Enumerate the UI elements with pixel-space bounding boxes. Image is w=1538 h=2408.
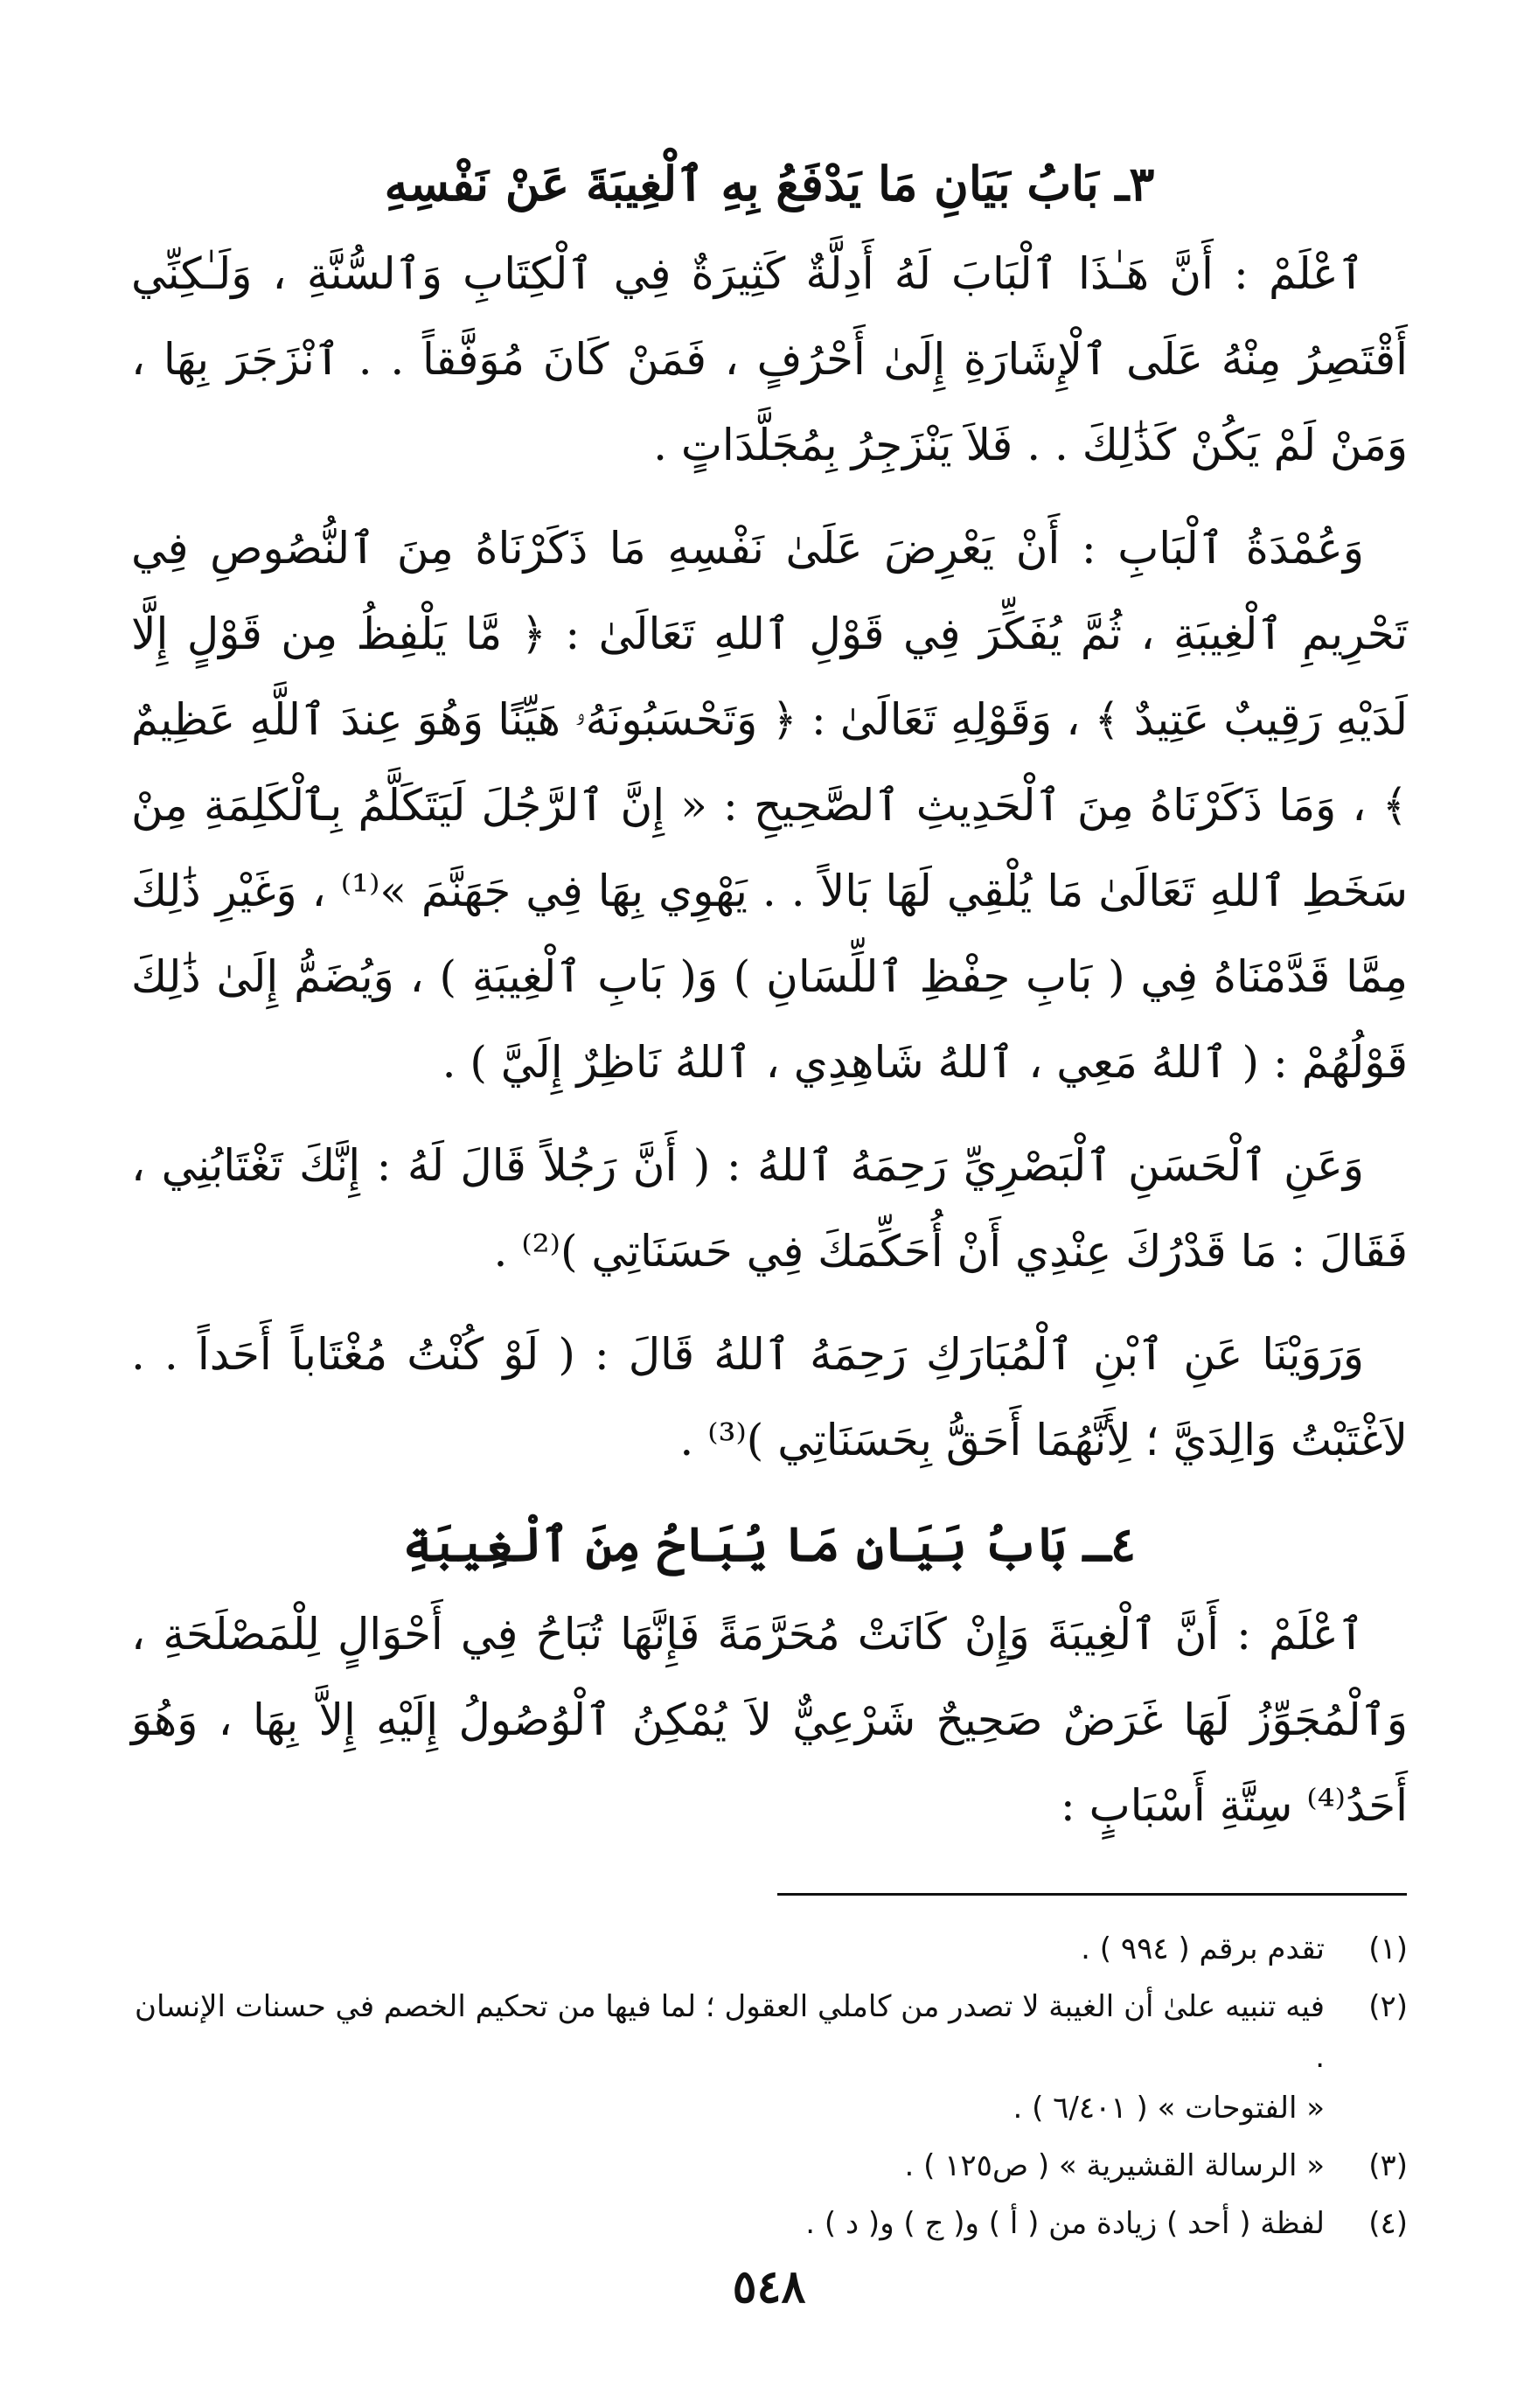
page-number: ٥٤٨ (732, 2260, 806, 2314)
footnote-1 (131, 1924, 1408, 1974)
footnote-4 (131, 2198, 1408, 2249)
footnote-line: « الرسالة القشيرية » ( ص١٢٥ ) . (904, 2148, 1325, 2183)
section-3-paragraph-3 (131, 1123, 1408, 1294)
footnote-line: « الفتوحات » ( ٦/٤٠١ ) . (1013, 2091, 1325, 2126)
paragraph-text: وَرَوَيْنَا عَنِ ٱبْنِ ٱلْمُبَارَكِ رَحِمَهُ ٱللهُ قَالَ : ( لَوْ كُنْتُ مُغْتَاباً أَحَداً . . لاَغْتَبْتُ وَالِدَيَّ ؛ لِأَنَّهُمَا أَحَقُّ بِحَسَنَاتِي )⁽³⁾ . (131, 1329, 1408, 1465)
footnote-2 (131, 1981, 1408, 2133)
footnote-text (131, 1981, 1325, 2133)
footnote-number: (٢) (1368, 1989, 1408, 2024)
footnote-3 (131, 2140, 1408, 2191)
section-4-paragraph-1 (131, 1591, 1408, 1848)
section-4-title: ٤ـ بَابُ بَيَانِ مَا يُبَاحُ مِنَ ٱلْغِيبَةِ (403, 1516, 1136, 1572)
footnote-line: لفظة ( أحد ) زيادة من ( أ ) و( ج ) و( د ) . (805, 2206, 1325, 2241)
footnote-number: (٣) (1368, 2148, 1408, 2183)
footnote-text (131, 1924, 1325, 1974)
footnotes (131, 1924, 1408, 2256)
paragraph-text: وَعُمْدَةُ ٱلْبَابِ : أَنْ يَعْرِضَ عَلَىٰ نَفْسِهِ مَا ذَكَرْنَاهُ مِنَ ٱلنُّصُوصِ فِي تَحْرِيمِ ٱلْغِيبَةِ ، ثُمَّ يُفَكِّرَ فِي قَوْلِ ٱللهِ تَعَالَىٰ : ﴿ مَّا يَلْفِظُ مِن قَوْلٍ إِلَّا لَدَيْهِ رَقِيبٌ عَتِيدٌ ﴾ ، وَقَوْلِهِ تَعَالَىٰ : ﴿ وَتَحْسَبُونَهُۥ هَيِّنًا وَهُوَ عِندَ ٱللَّهِ عَظِيمٌ ﴾ ، وَمَا ذَكَرْنَاهُ مِنَ ٱلْحَدِيثِ ٱلصَّحِيحِ : « إِنَّ ٱلرَّجُلَ لَيَتَكَلَّمُ بِٱلْكَلِمَةِ مِنْ سَخَطِ ٱللهِ تَعَالَىٰ مَا يُلْقِي لَهَا بَالاً . . يَهْوِي بِهَا فِي جَهَنَّمَ »⁽¹⁾ ، وَغَيْرِ ذَٰلِكَ مِمَّا قَدَّمْنَاهُ فِي ( بَابِ حِفْظِ ٱللِّسَانِ ) وَ( بَابِ ٱلْغِيبَةِ ) ، وَيُضَمُّ إِلَىٰ ذَٰلِكَ قَوْلُهُمْ : ( ٱللهُ مَعِي ، ٱللهُ شَاهِدِي ، ٱللهُ نَاظِرٌ إِلَيَّ ) . (131, 523, 1408, 1088)
footnote-line: فيه تنبيه علىٰ أن الغيبة لا تصدر من كاملي العقول ؛ لما فيها من تحكيم الخصم في حسنات الإنسان . (134, 1989, 1325, 2075)
footnote-text (131, 2198, 1325, 2249)
footnote-divider (777, 1893, 1407, 1896)
section-3-paragraph-4 (131, 1312, 1408, 1483)
paragraph-text: ٱعْلَمْ : أَنَّ ٱلْغِيبَةَ وَإِنْ كَانَتْ مُحَرَّمَةً فَإِنَّهَا تُبَاحُ فِي أَحْوَالٍ لِلْمَصْلَحَةِ ، وَٱلْمُجَوِّزُ لَهَا غَرَضٌ صَحِيحٌ شَرْعِيٌّ لاَ يُمْكِنُ ٱلْوُصُولُ إِلَيْهِ إِلاَّ بِهَا ، وَهُوَ أَحَدُ⁽⁴⁾ سِتَّةِ أَسْبَابٍ : (131, 1609, 1408, 1831)
paragraph-text: ٱعْلَمْ : أَنَّ هَـٰذَا ٱلْبَابَ لَهُ أَدِلَّةٌ كَثِيرَةٌ فِي ٱلْكِتَابِ وَٱلسُّنَّةِ ، وَلَـٰكِنِّي أَقْتَصِرُ مِنْهُ عَلَى ٱلْإِشَارَةِ إِلَىٰ أَحْرُفٍ ، فَمَنْ كَانَ مُوَفَّقاً . . ٱنْزَجَرَ بِهَا ، وَمَنْ لَمْ يَكُنْ كَذَٰلِكَ . . فَلاَ يَنْزَجِرُ بِمُجَلَّدَاتٍ . (131, 248, 1408, 470)
paragraph-text: وَعَنِ ٱلْحَسَنِ ٱلْبَصْرِيِّ رَحِمَهُ ٱللهُ : ( أَنَّ رَجُلاً قَالَ لَهُ : إِنَّكَ تَغْتَابُنِي ، فَقَالَ : مَا قَدْرُكَ عِنْدِي أَنْ أُحَكِّمَكَ فِي حَسَنَاتِي )⁽²⁾ . (131, 1140, 1408, 1277)
section-3-paragraph-2 (131, 505, 1408, 1105)
footnote-text (131, 2140, 1325, 2191)
footnote-number: (١) (1368, 1931, 1408, 1966)
footnote-line: تقدم برقم ( ٩٩٤ ) . (1081, 1931, 1325, 1966)
page-body (131, 149, 1408, 1866)
section-3-title: ٣ـ بَابُ بَيَانِ مَا يَدْفَعُ بِهِ ٱلْغِيبَةَ عَنْ نَفْسِهِ (384, 156, 1155, 212)
section-3-paragraph-1 (131, 231, 1408, 488)
footnote-number: (٤) (1368, 2206, 1408, 2241)
